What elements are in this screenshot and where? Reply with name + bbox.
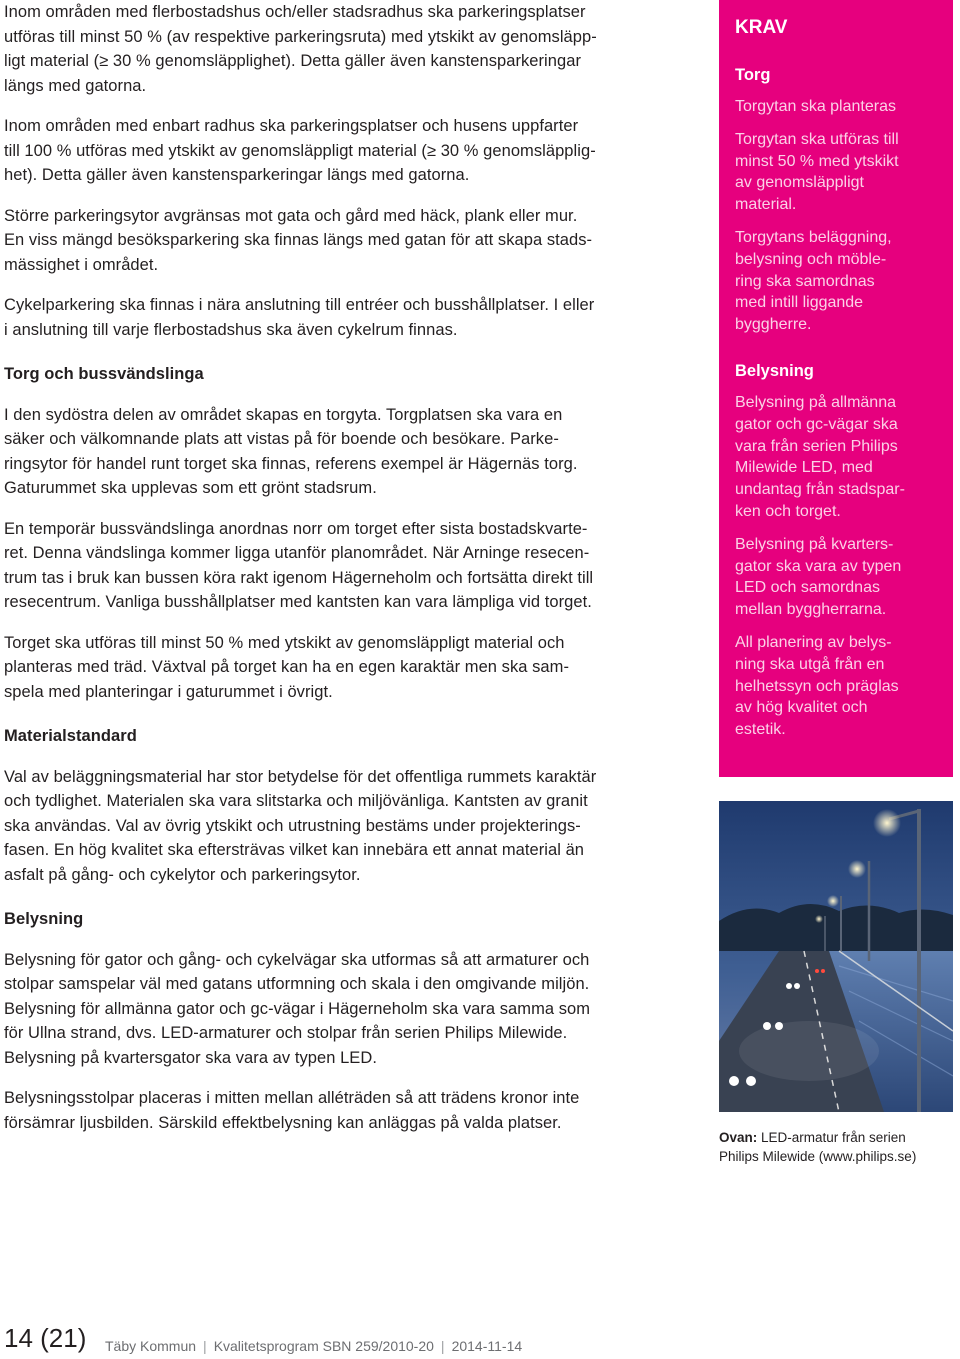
footer-doc: Kvalitetsprogram SBN 259/2010-20 bbox=[213, 1338, 434, 1354]
text-line: Större parkeringsytor avgränsas mot gata och gård med häck, plank eller mur. bbox=[4, 206, 578, 225]
krav-torg-item bbox=[735, 227, 937, 336]
krav-belysning-item bbox=[735, 632, 937, 741]
text-line: Gaturummet ska upplevas som ett grönt stadsrum. bbox=[4, 479, 377, 497]
footer-date: 2014-11-14 bbox=[451, 1338, 523, 1354]
text-line: Torgytans beläggning, bbox=[735, 228, 892, 246]
text-line: helhetssyn och präglas bbox=[735, 677, 899, 695]
paragraph-material bbox=[4, 765, 704, 888]
text-line: asfalt på gång- och cykelytor och parkeringsytor. bbox=[4, 865, 361, 884]
text-line: planteras med träd. Växtval på torget kan ha en egen karaktär men ska sam- bbox=[4, 658, 569, 676]
text-line: Belysning på kvarters- bbox=[735, 535, 894, 553]
street-lighting-photo bbox=[719, 801, 953, 1112]
krav-title: KRAV bbox=[735, 17, 788, 38]
text-line: undantag från stadspar- bbox=[735, 481, 905, 499]
text-line: Belysning för gator och gång- och cykelvägar ska utformas så att armaturer och bbox=[4, 950, 590, 969]
text-line: En temporär bussvändslinga anordnas norr om torget efter sista bostadskvarte- bbox=[4, 519, 588, 538]
text-line: Belysning på kvartersgator ska vara av typen LED. bbox=[4, 1048, 377, 1067]
footer-org: Täby Kommun bbox=[105, 1338, 197, 1354]
paragraph-bike-parking bbox=[4, 293, 704, 342]
text-line: ring ska samordnas bbox=[735, 272, 875, 290]
text-line: utföras till minst 50 % (av respektive parkeringsruta) med ytskikt av genomsläpp- bbox=[4, 27, 597, 46]
footer-separator: | bbox=[440, 1338, 445, 1354]
krav-belysning-item bbox=[735, 534, 937, 621]
text-line: ringsytor för handel runt torget ska finnas, referens exempel är Hägernäs torg. bbox=[4, 454, 578, 473]
text-line: längs med gatorna. bbox=[4, 76, 147, 95]
text-line: Milewide LED, med bbox=[735, 459, 873, 477]
text-line: ligt material (≥ 30 % genomsläpplighet). Detta gäller även kanstensparkeringar bbox=[4, 52, 582, 70]
krav-torg-item bbox=[735, 129, 937, 216]
text-line: LED och samordnas bbox=[735, 579, 880, 597]
text-line: Cykelparkering ska finnas i nära anslutning till entréer och busshållplatser. I eller bbox=[4, 296, 595, 314]
page-footer bbox=[4, 1318, 704, 1358]
text-line: trum tas i bruk kan bussen köra rakt igenom Hägerneholm och fortsätta direkt till bbox=[4, 568, 594, 587]
heading-material: Materialstandard bbox=[4, 727, 137, 745]
text-line: Val av beläggningsmaterial har stor betydelse för det offentliga rummets karaktär bbox=[4, 767, 597, 786]
text-line: Belysningsstolpar placeras i mitten mellan alléträden så att trädens kronor inte bbox=[4, 1089, 580, 1107]
text-line: gator och gc-vägar ska bbox=[735, 415, 898, 433]
text-line: spela med planteringar i gaturummet i övrigt. bbox=[4, 682, 333, 701]
text-line: estetik. bbox=[735, 721, 786, 739]
text-line: fasen. En hög kvalitet ska eftersträvas vilket kan innebära ett annat material än bbox=[4, 841, 585, 859]
paragraph-lighting-poles bbox=[4, 1086, 704, 1135]
text-line: i anslutning till varje flerbostadshus ska även cykelrum finnas. bbox=[4, 320, 458, 339]
krav-belysning-item bbox=[735, 392, 937, 523]
text-line: för Ullna strand, dvs. LED-armaturer och stolpar från serien Philips Milewide. bbox=[4, 1024, 568, 1042]
text-line: Belysning för allmänna gator och gc-vägar i Hägerneholm ska vara samma som bbox=[4, 999, 591, 1018]
text-line: ska användas. Val av övrig ytskikt och utrustning bestäms under projekterings- bbox=[4, 816, 581, 835]
text-line: I den sydöstra delen av området skapas en torgyta. Torgplatsen ska vara en bbox=[4, 405, 563, 424]
footer-meta bbox=[105, 1336, 522, 1356]
text-line: Torgytan ska planteras bbox=[735, 98, 896, 115]
caption-text: LED-armatur från serien bbox=[757, 1130, 906, 1145]
text-line: minst 50 % med ytskikt bbox=[735, 152, 899, 170]
main-column bbox=[4, 0, 704, 1135]
text-line: försämrar ljusbilden. Särskild effektbelysning kan anläggas på valda platser. bbox=[4, 1113, 562, 1132]
paragraph-parking-multifamily bbox=[4, 0, 704, 98]
text-line: Torget ska utföras till minst 50 % med ytskikt av genomsläppligt material och bbox=[4, 633, 565, 652]
krav-torg-heading: Torg bbox=[735, 66, 771, 84]
text-line: till 100 % utföras med ytskikt av genomsläppligt material (≥ 30 % genomsläpplig- bbox=[4, 141, 596, 160]
text-line: belysning och möble- bbox=[735, 250, 887, 268]
text-line: säker och välkomnande plats att vistas på för boende och besökare. Parke- bbox=[4, 430, 559, 448]
caption-text-line2: Philips Milewide (www.philips.se) bbox=[719, 1149, 917, 1164]
caption-label: Ovan: bbox=[719, 1130, 758, 1145]
text-line: Inom områden med enbart radhus ska parkeringsplatser och husens uppfarter bbox=[4, 117, 579, 135]
page-number: 14 (21) bbox=[4, 1323, 87, 1353]
text-line: ken och torget. bbox=[735, 502, 841, 520]
heading-belysning: Belysning bbox=[4, 910, 84, 928]
text-line: ret. Denna vändslinga kommer ligga utanför planområdet. När Arninge resecen- bbox=[4, 544, 590, 562]
paragraph-bus-loop bbox=[4, 517, 704, 615]
text-line: ning ska utgå från en bbox=[735, 655, 885, 673]
paragraph-parking-rowhouse bbox=[4, 114, 704, 188]
text-line: material. bbox=[735, 196, 797, 214]
text-line: Inom områden med flerbostadshus och/eller stadsradhus ska parkeringsplatser bbox=[4, 3, 586, 21]
text-line: stolpar samspelar väl med gatans utformning och skala i den omgivande miljön. bbox=[4, 975, 590, 993]
krav-torg-item bbox=[735, 96, 937, 118]
text-line: mellan byggherrarna. bbox=[735, 601, 887, 619]
text-line: och tydlighet. Materialen ska vara slitstarka och miljövänliga. Kantsten av granit bbox=[4, 792, 588, 810]
text-line: vara från serien Philips bbox=[735, 437, 898, 455]
text-line: mässighet i området. bbox=[4, 255, 159, 274]
text-line: byggherre. bbox=[735, 316, 812, 334]
photo-caption bbox=[719, 1128, 959, 1166]
paragraph-lighting bbox=[4, 948, 704, 1071]
krav-belysning-heading: Belysning bbox=[735, 361, 814, 380]
text-line: En viss mängd besöksparkering ska finnas längs med gatan för att skapa stads- bbox=[4, 231, 593, 249]
footer-separator: | bbox=[203, 1338, 207, 1354]
paragraph-parking-boundaries bbox=[4, 204, 704, 278]
text-line: het). Detta gäller även kanstensparkeringar längs med gatorna. bbox=[4, 166, 470, 184]
heading-torg: Torg och bussvändslinga bbox=[4, 365, 204, 383]
text-line: Belysning på allmänna bbox=[735, 393, 896, 411]
text-line: med intill liggande bbox=[735, 294, 864, 312]
krav-sidebar bbox=[719, 0, 953, 777]
text-line: resecentrum. Vanliga busshållplatser med kantsten kan vara lämpliga vid torget. bbox=[4, 593, 592, 611]
paragraph-torg bbox=[4, 403, 704, 501]
text-line: gator ska vara av typen bbox=[735, 557, 902, 575]
text-line: av genomsläppligt bbox=[735, 174, 864, 192]
text-line: av hög kvalitet och bbox=[735, 699, 868, 717]
street-lighting-illustration bbox=[719, 801, 953, 1112]
text-line: All planering av belys- bbox=[735, 633, 892, 651]
paragraph-torg-material bbox=[4, 631, 704, 705]
text-line: Torgytan ska utföras till bbox=[735, 130, 899, 148]
